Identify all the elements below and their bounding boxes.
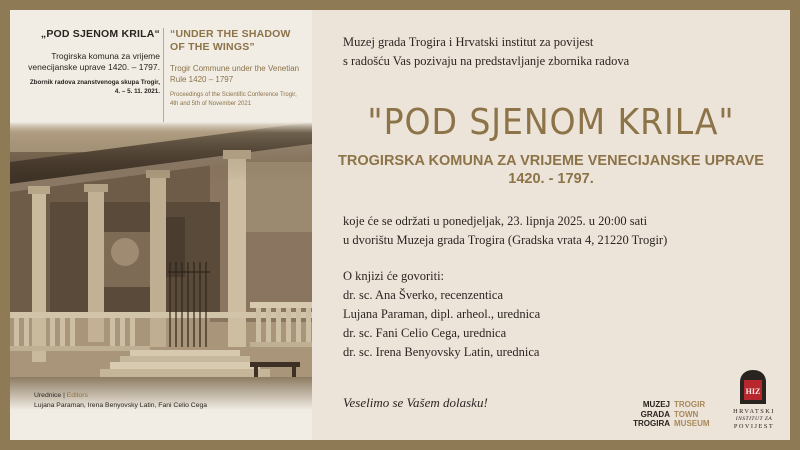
speakers-list xyxy=(343,267,783,362)
editors-label-en: Editors xyxy=(66,392,88,399)
book-cover xyxy=(10,10,312,440)
invitation-text xyxy=(312,10,790,440)
croatian-institute-history-logo xyxy=(724,370,784,436)
museum-logo-hr-line: GRADA xyxy=(640,409,670,419)
cover-column-english xyxy=(170,28,305,108)
cover-proceedings-hr: Zbornik radova znanstvenoga skupa Trogir, 4. – 5. 11. 2021. xyxy=(29,79,160,95)
event-details xyxy=(343,212,783,250)
speakers-heading: O knjizi će govoriti: xyxy=(343,269,445,283)
hiz-logo-line: POVIJEST xyxy=(733,423,775,430)
cover-divider xyxy=(163,28,164,128)
speaker-item: Lujana Paraman, dipl. arheol., urednica xyxy=(343,307,541,321)
cover-editors xyxy=(34,392,304,409)
event-location-line: u dvorištu Muzeja grada Trogira (Gradska vrata 4, 21220 Trogir) xyxy=(343,233,668,247)
event-subtitle xyxy=(332,152,770,188)
intro-line-2: s radošću Vas pozivaju na predstavljanje zbornika radova xyxy=(343,54,630,68)
intro-text xyxy=(343,33,783,71)
hiz-emblem-icon xyxy=(740,370,766,404)
hiz-logo-text xyxy=(724,408,784,431)
cover-title-en: “UNDER THE SHADOW OF THE WINGS” xyxy=(170,28,291,53)
speaker-item: dr. sc. Irena Benyovsky Latin, urednica xyxy=(343,345,540,359)
museum-logo-en-line: TOWN xyxy=(674,409,699,419)
speaker-item: dr. sc. Fani Celio Cega, urednica xyxy=(343,326,507,340)
cover-subtitle-en: Trogir Commune under the Venetian Rule 1420 – 1797 xyxy=(170,64,300,84)
cover-title-hr: „POD SJENOM KRILA“ xyxy=(40,28,160,40)
loggia-photo xyxy=(10,122,312,410)
invitation-card xyxy=(10,10,790,440)
editors-label: Urednice | Editors xyxy=(34,392,88,399)
museum-logo-hr-line: MUZEJ xyxy=(642,400,670,409)
museum-logo-hr-line: TROGIRA xyxy=(633,419,670,428)
subtitle-line-1: TROGIRSKA KOMUNA ZA VRIJEME VENECIJANSKE UPRAVE xyxy=(338,153,764,169)
cover-column-croatian xyxy=(24,28,160,96)
hiz-mark-text: HIZ xyxy=(745,387,761,396)
event-date-line: koje će se održati u ponedjeljak, 23. lipnja 2025. u 20:00 sati xyxy=(343,214,648,228)
subtitle-line-2: 1420. - 1797. xyxy=(508,171,594,187)
event-title: "POD SJENOM KRILA" xyxy=(367,102,735,143)
cover-proceedings-en: Proceedings of the Scientific Conference Trogir, 4th and 5th of November 2021 xyxy=(170,92,297,107)
hiz-logo-line: HRVATSKI xyxy=(733,408,775,415)
closing-line: Veselimo se Vašem dolasku! xyxy=(343,395,488,410)
cover-subtitle-hr: Trogirska komuna za vrijeme venecijanske uprave 1420. – 1797. xyxy=(28,51,160,72)
museum-logo-hr xyxy=(630,400,670,429)
museum-logo-en xyxy=(674,400,714,429)
museum-logo-en-line: MUSEUM xyxy=(674,419,710,428)
intro-line-1: Muzej grada Trogira i Hrvatski institut za povijest xyxy=(343,35,594,49)
hiz-logo-line: INSTITUT ZA xyxy=(735,415,773,422)
trogir-museum-logo xyxy=(630,400,714,432)
speaker-item: dr. sc. Ana Šverko, recenzentica xyxy=(343,288,504,302)
editors-label-hr: Urednice xyxy=(34,392,62,399)
museum-logo-en-line: TROGIR xyxy=(674,400,706,409)
editors-names: Lujana Paraman, Irena Benyovsky Latin, Fani Celio Cega xyxy=(34,402,208,409)
